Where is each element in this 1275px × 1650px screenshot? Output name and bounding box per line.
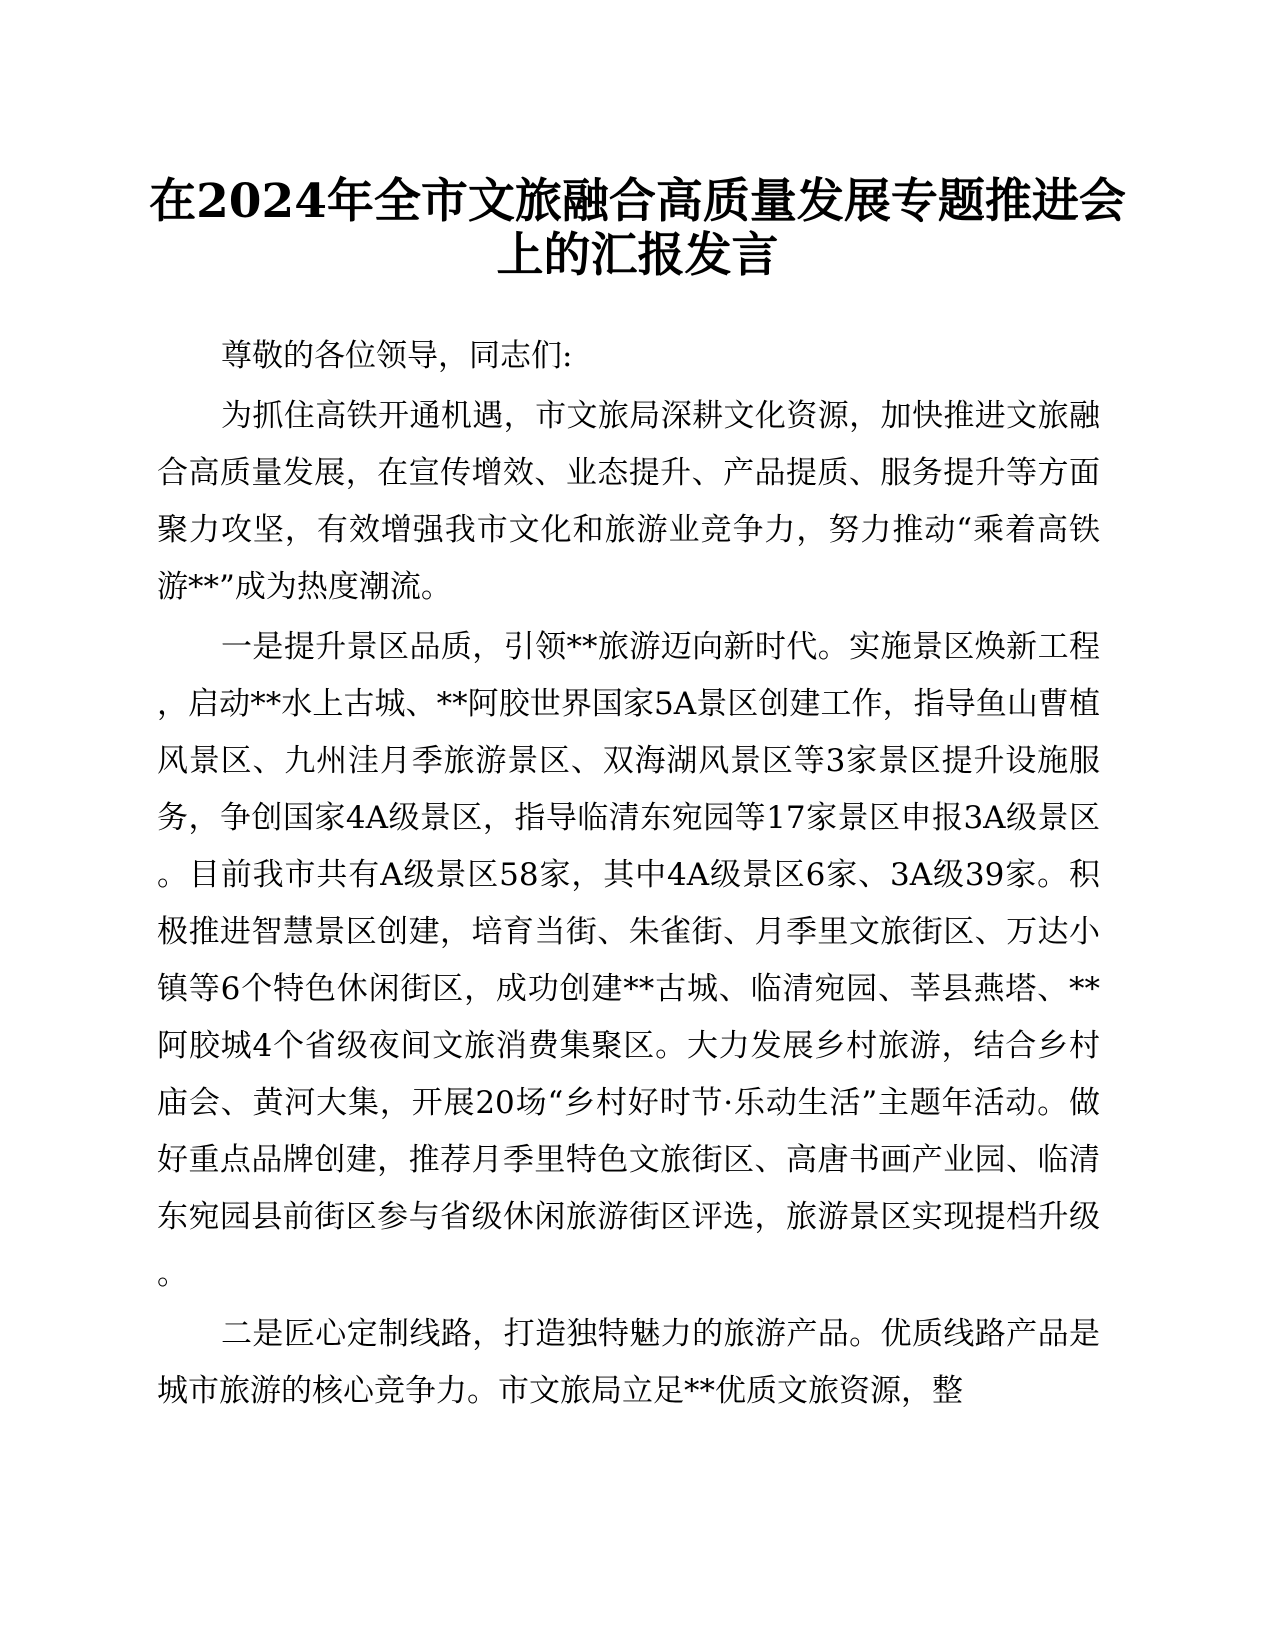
document-title: [120, 175, 1155, 283]
title-line-2: 上的汇报发言: [496, 228, 779, 283]
paragraph-intro: 为抓住高铁开通机遇，市文旅局深耕文化资源，加快推进文旅融合高质量发展，在宣传增效、业态提升、产品提质、服务提升等方面聚力攻坚，有效增强我市文化和旅游业竞争力，努力推动“乘着高铁游**”成为热度潮流。: [157, 398, 1100, 605]
paragraph-scenic-quality: 一是提升景区品质，引领**旅游迈向新时代。实施景区焕新工程，启动**水上古城、**阿胶世界国家5A景区创建工作，指导鱼山曹植风景区、九州洼月季旅游景区、双海湖风景区等3家景区提升设施服务，争创国家4A级景区，指导临清东宛园等17家景区申报3A级景区。目前我市共有A级景区58家，其中4A级景区6家、3A级39家。积极推进智慧景区创建，培育当街、朱雀街、月季里文旅街区、万达小镇等6个特色休闲街区，成功创建**古城、临清宛园、莘县燕塔、**阿胶城4个省级夜间文旅消费集聚区。大力发展乡村旅游，结合乡村庙会、黄河大集，开展20场“乡村好时节·乐动生活”主题年活动。做好重点品牌创建，推荐月季里特色文旅街区、高唐书画产业园、临清东宛园县前街区参与省级休闲旅游街区评选，旅游景区实现提档升级。: [157, 629, 1100, 1292]
greeting: 尊敬的各位领导，同志们:: [221, 338, 573, 374]
title-line-1: 在2024年全市文旅融合高质量发展专题推进会: [149, 174, 1126, 229]
paragraph-tour-routes: 二是匠心定制线路，打造独特魅力的旅游产品。优质线路产品是城市旅游的核心竞争力。市文旅局立足**优质文旅资源，整: [157, 1316, 1100, 1409]
document-body: [157, 328, 1100, 1420]
